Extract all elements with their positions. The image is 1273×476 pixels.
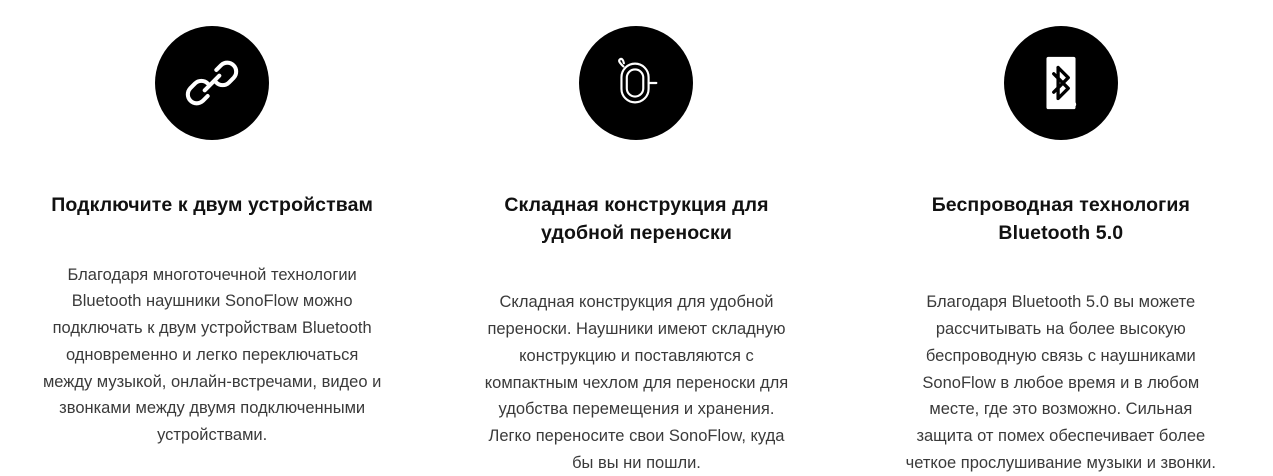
feature-body: Благодаря многоточечной технологии Bluetooth наушники SonoFlow можно подключать к двум устройствам Bluetooth одновременно и легко переключаться между музыкой, онлайн-встречами, видео и звонками между двумя подключенными устройствами. [42,265,382,444]
feature-item-multipoint [0,26,424,444]
feature-body: Благодаря Bluetooth 5.0 вы можете рассчитывать на более высокую беспроводную связь с наушниками SonoFlow в любое время и в любом месте, где это возможно. Сильная защита от помех обеспечивает более четкое прослушивание музыки и звонки. [905,293,1216,472]
feature-item-foldable [424,26,848,472]
feature-body: Складная конструкция для удобной переноски. Наушники имеют складную конструкцию и поставляются с компактным чехлом для переноски для удобства перемещения и хранения. Легко переносите свои SonoFlow, куда бы вы ни пошли. [484,293,789,472]
link-chain-icon [155,26,269,140]
feature-title: Подключите к двум устройствам [51,194,374,216]
bluetooth-icon [1004,26,1118,140]
folded-headphones-icon [579,26,693,140]
feature-title: Беспроводная технология Bluetooth 5.0 [931,194,1190,244]
feature-item-bluetooth [849,26,1273,472]
svg-text:R: R [1071,102,1075,107]
feature-title: Складная конструкция для удобной переноски [504,194,769,244]
